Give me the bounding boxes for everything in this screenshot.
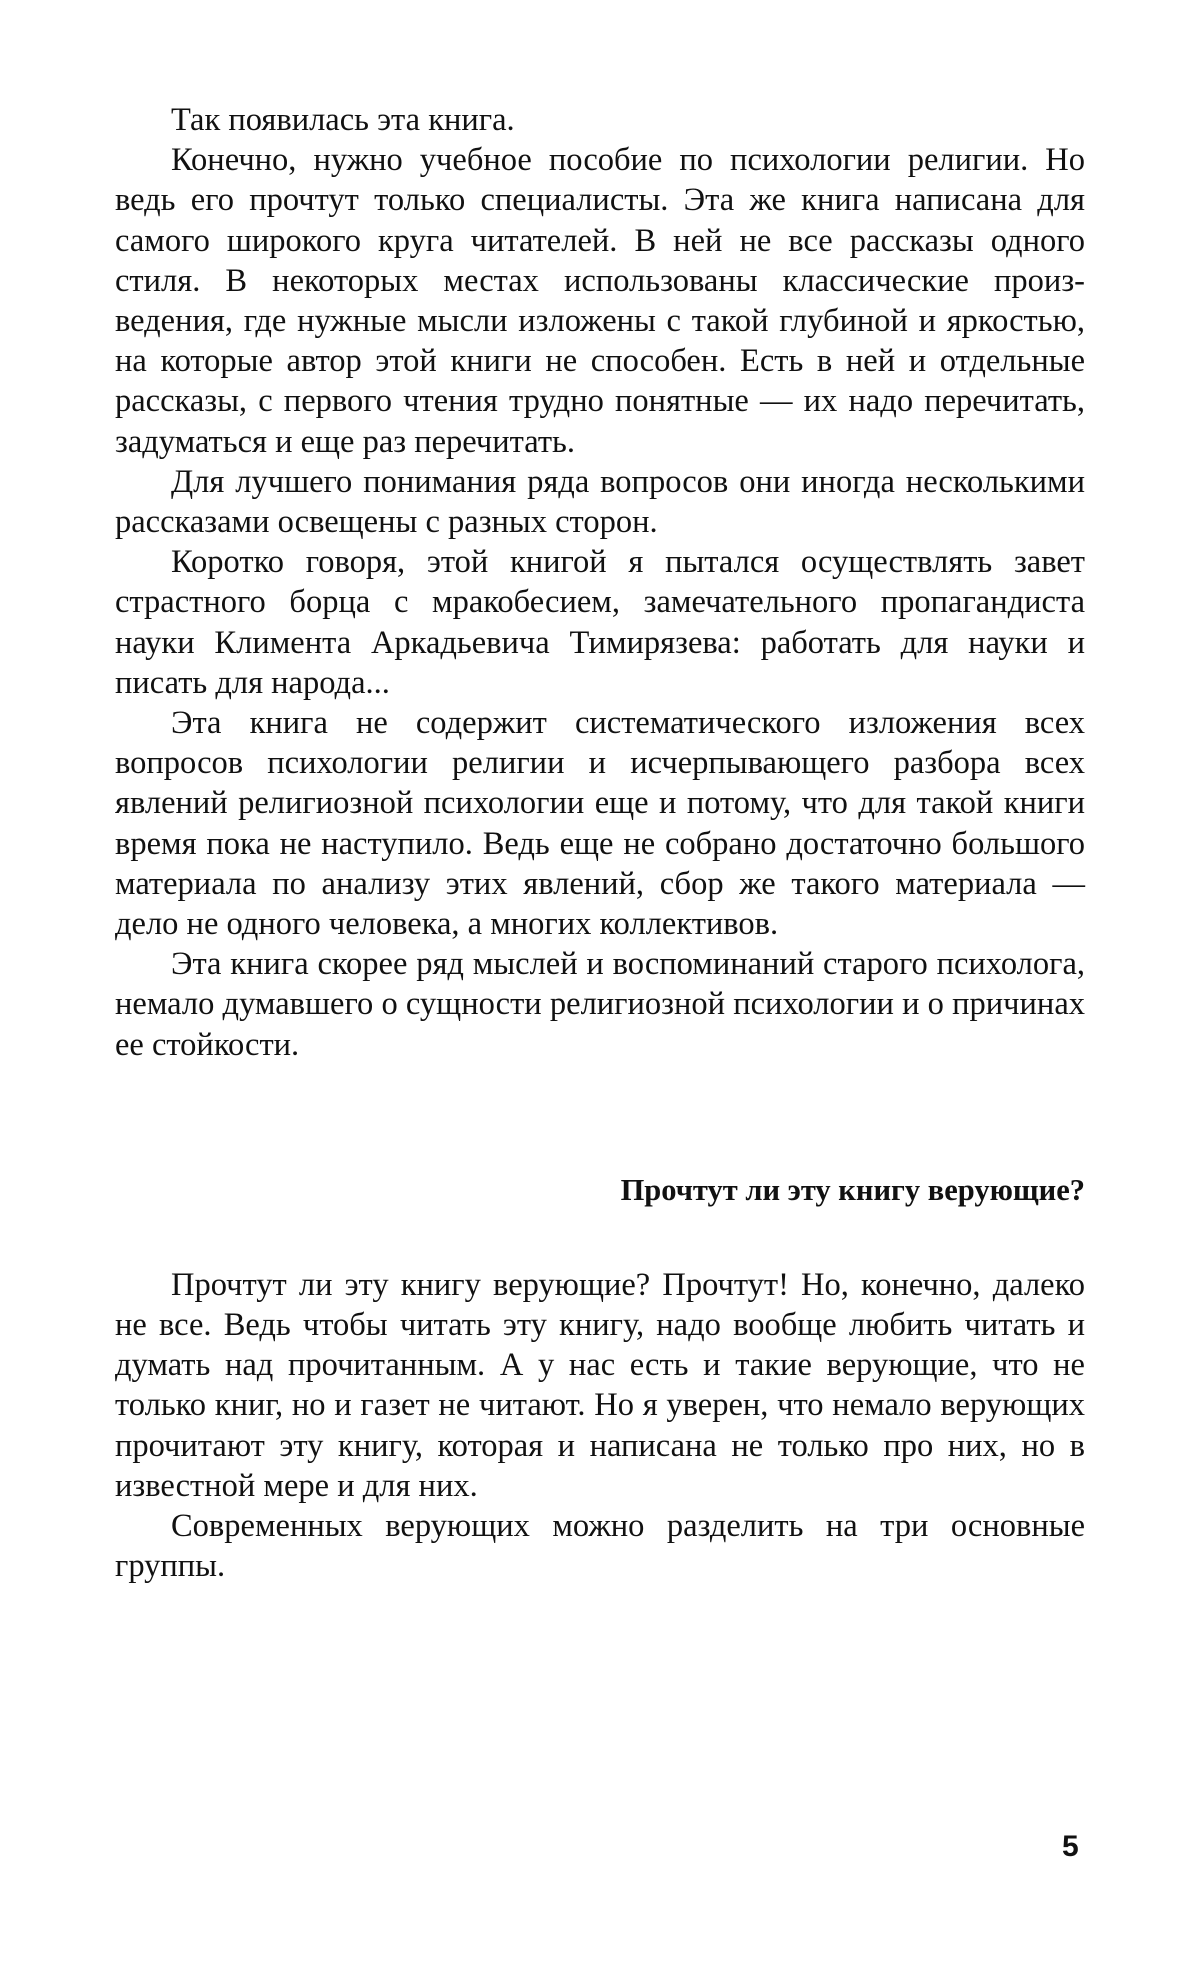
paragraph-intro-6: Эта книга скорее ряд мыслей и воспоминаний старого психолога, немало думавшего о сущности религиозной психологии и о причинах ее стойкости. <box>115 946 1085 1063</box>
section-heading: Прочтут ли эту книгу верующие? <box>620 1172 1085 1207</box>
paragraph-section-2: Современных верующих можно разделить на три основные группы. <box>115 1508 1085 1585</box>
paragraph-intro-4: Коротко говоря, этой книгой я пытался осуществлять завет страстного борца с мракобесием, замечательного пропагандиста науки Климента Аркадьевича Тимирязева: работать для науки и писать для народа... <box>115 544 1085 701</box>
book-page <box>115 100 1085 1587</box>
paragraph-intro-3: Для лучшего понимания ряда вопросов они иногда несколькими рассказами освещены с разных сторон. <box>115 463 1085 541</box>
paragraph-intro-1: Так появилась эта книга. <box>171 102 515 138</box>
paragraph-intro-2: Конечно, нужно учебное пособие по психологии религии. Но ведь его прочтут только специалисты. Эта же книга написана для самого широкого круга читателей. В ней не все рассказы одного стиля. В некоторых местах использованы классические произведения, где нужные мысли изложены с такой глубиной и яркостью, на которые автор этой книги не способен. Есть в ней и отдельные рассказы, с первого чтения трудно понятные — их надо перечитать, задуматься и еще раз перечитать. <box>115 142 1085 460</box>
paragraph-intro-5: Эта книга не содержит систематического изложения всех вопросов психологии религии и исчерпывающего разбора всех явлений религиозной психологии еще и потому, что для такой книги время пока не наступило. Ведь еще не собрано достаточно большого материала по анализу этих явлений, сбор же такого материала — дело не одного человека, а многих коллективов. <box>115 705 1085 943</box>
page-number: 5 <box>1062 1830 1079 1863</box>
paragraph-section-1: Прочтут ли эту книгу верующие? Прочтут! Но, конечно, далеко не все. Ведь чтобы читать эту книгу, надо вообще любить читать и думать над прочитанным. А у нас есть и такие верующие, что не только книг, но и газет не читают. Но я уверен, что немало верующих прочитают эту книгу, которая и написана не только про них, но в известной мере и для них. <box>115 1266 1085 1504</box>
